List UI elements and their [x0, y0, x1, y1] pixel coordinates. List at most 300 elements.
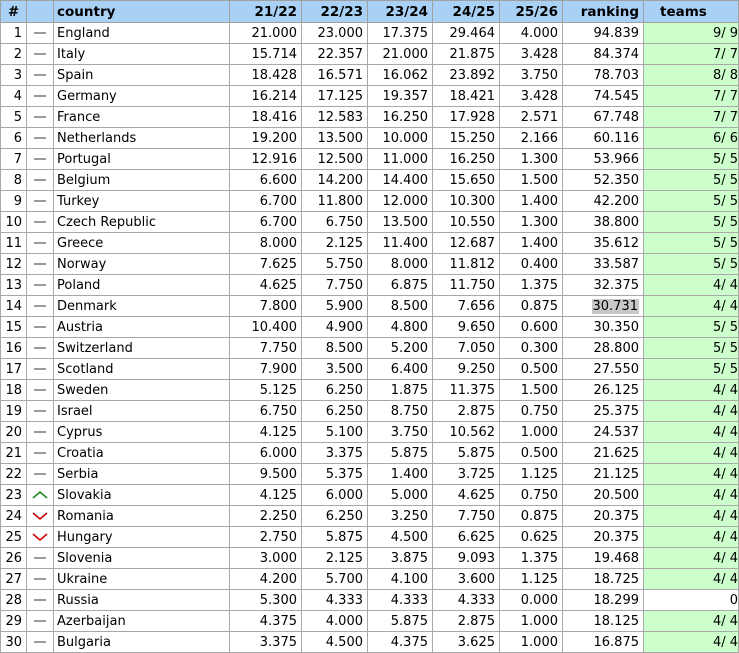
score-22-23: 5.700: [302, 569, 368, 590]
dash-icon: [32, 259, 48, 269]
teams-count: [644, 191, 739, 212]
teams-label: 5/ 5: [712, 319, 738, 335]
dash-icon: [32, 637, 48, 647]
score-23-24: 5.000: [368, 485, 433, 506]
score-25-26: 1.400: [500, 233, 563, 254]
score-21-22: 4.375: [230, 611, 302, 632]
score-21-22: 16.214: [230, 86, 302, 107]
teams-count: [644, 380, 739, 401]
row-index: 20: [1, 422, 27, 443]
score-23-24: 1.400: [368, 464, 433, 485]
teams-count: [644, 317, 739, 338]
teams-label: 4/ 4: [712, 298, 738, 314]
score-22-23: 3.500: [302, 359, 368, 380]
teams-label: 4/ 4: [712, 508, 738, 524]
score-24-25: 3.725: [433, 464, 500, 485]
score-23-24: 12.000: [368, 191, 433, 212]
score-21-22: 3.375: [230, 632, 302, 653]
table-row[interactable]: [1, 527, 739, 548]
score-25-26: 2.571: [500, 107, 563, 128]
score-25-26: 1.000: [500, 611, 563, 632]
teams-label: 7/ 7: [712, 109, 738, 125]
score-25-26: 0.750: [500, 485, 563, 506]
score-25-26: 1.000: [500, 632, 563, 653]
teams-label: 8/ 8: [712, 67, 738, 83]
country-name: Germany: [54, 86, 230, 107]
chevron-up-icon: [32, 490, 48, 500]
ranking-value: 42.200: [563, 191, 644, 212]
score-24-25: 9.093: [433, 548, 500, 569]
ranking-value: 24.537: [563, 422, 644, 443]
teams-label: 5/ 5: [712, 151, 738, 167]
row-index: 25: [1, 527, 27, 548]
teams-count: [644, 632, 739, 653]
header-season-24-25[interactable]: 24/25: [433, 1, 500, 23]
trend-indicator: [27, 443, 54, 464]
trend-indicator: [27, 170, 54, 191]
score-22-23: 2.125: [302, 548, 368, 569]
trend-indicator: [27, 44, 54, 65]
teams-label: 5/ 5: [712, 193, 738, 209]
score-25-26: 0.750: [500, 401, 563, 422]
score-21-22: 3.000: [230, 548, 302, 569]
table-row[interactable]: [1, 149, 739, 170]
teams-label: 5/ 5: [712, 361, 738, 377]
score-22-23: 5.375: [302, 464, 368, 485]
highlighted-value: 30.731: [592, 298, 638, 314]
teams-count: [644, 611, 739, 632]
country-name: Israel: [54, 401, 230, 422]
trend-indicator: [27, 422, 54, 443]
ranking-value: 16.875: [563, 632, 644, 653]
trend-indicator: [27, 359, 54, 380]
trend-indicator: [27, 485, 54, 506]
score-21-22: 6.000: [230, 443, 302, 464]
score-24-25: 9.250: [433, 359, 500, 380]
score-23-24: 8.500: [368, 296, 433, 317]
teams-count: [644, 65, 739, 86]
trend-indicator: [27, 569, 54, 590]
score-22-23: 6.750: [302, 212, 368, 233]
score-23-24: 3.875: [368, 548, 433, 569]
score-21-22: 7.900: [230, 359, 302, 380]
score-23-24: 14.400: [368, 170, 433, 191]
row-index: 13: [1, 275, 27, 296]
score-25-26: 0.000: [500, 590, 563, 611]
teams-label: 4/ 4: [712, 466, 738, 482]
trend-indicator: [27, 275, 54, 296]
score-25-26: 0.500: [500, 359, 563, 380]
row-index: 3: [1, 65, 27, 86]
teams-label: 0: [729, 592, 738, 608]
trend-indicator: [27, 86, 54, 107]
ranking-value: 26.125: [563, 380, 644, 401]
score-25-26: 0.875: [500, 296, 563, 317]
score-22-23: 5.875: [302, 527, 368, 548]
score-23-24: 17.375: [368, 23, 433, 44]
score-25-26: 1.375: [500, 548, 563, 569]
score-23-24: 5.875: [368, 443, 433, 464]
score-22-23: 23.000: [302, 23, 368, 44]
score-21-22: 4.125: [230, 485, 302, 506]
teams-count: [644, 401, 739, 422]
score-23-24: 19.357: [368, 86, 433, 107]
dash-icon: [32, 448, 48, 458]
score-24-25: 3.600: [433, 569, 500, 590]
table-row[interactable]: [1, 443, 739, 464]
country-name: Austria: [54, 317, 230, 338]
score-25-26: 4.000: [500, 23, 563, 44]
row-index: 28: [1, 590, 27, 611]
score-23-24: 4.800: [368, 317, 433, 338]
dash-icon: [32, 217, 48, 227]
header-ranking[interactable]: ranking: [563, 1, 644, 23]
header-season-23-24[interactable]: 23/24: [368, 1, 433, 23]
score-25-26: 1.125: [500, 569, 563, 590]
score-21-22: 5.300: [230, 590, 302, 611]
score-25-26: 1.000: [500, 422, 563, 443]
table-row[interactable]: [1, 317, 739, 338]
score-25-26: 1.400: [500, 191, 563, 212]
score-21-22: 7.800: [230, 296, 302, 317]
country-name: Slovenia: [54, 548, 230, 569]
ranking-value: 35.612: [563, 233, 644, 254]
table-row[interactable]: [1, 86, 739, 107]
teams-label: 4/ 4: [712, 571, 738, 587]
score-22-23: 6.250: [302, 380, 368, 401]
row-index: 2: [1, 44, 27, 65]
row-index: 26: [1, 548, 27, 569]
score-23-24: 21.000: [368, 44, 433, 65]
score-24-25: 4.333: [433, 590, 500, 611]
score-21-22: 2.750: [230, 527, 302, 548]
country-name: Greece: [54, 233, 230, 254]
ranking-value: 38.800: [563, 212, 644, 233]
ranking-value: 18.299: [563, 590, 644, 611]
table-row[interactable]: [1, 632, 739, 653]
ranking-value: 20.375: [563, 506, 644, 527]
teams-label: 4/ 4: [712, 424, 738, 440]
dash-icon: [32, 427, 48, 437]
country-name: Spain: [54, 65, 230, 86]
ranking-value: 28.800: [563, 338, 644, 359]
country-name: England: [54, 23, 230, 44]
teams-label: 4/ 4: [712, 445, 738, 461]
teams-count: [644, 527, 739, 548]
trend-indicator: [27, 191, 54, 212]
score-21-22: 10.400: [230, 317, 302, 338]
ranking-value: 27.550: [563, 359, 644, 380]
score-22-23: 6.000: [302, 485, 368, 506]
teams-label: 6/ 6: [712, 130, 738, 146]
row-index: 7: [1, 149, 27, 170]
table-row[interactable]: [1, 275, 739, 296]
table-row[interactable]: [1, 254, 739, 275]
score-24-25: 12.687: [433, 233, 500, 254]
dash-icon: [32, 175, 48, 185]
score-23-24: 3.250: [368, 506, 433, 527]
score-22-23: 4.333: [302, 590, 368, 611]
dash-icon: [32, 322, 48, 332]
score-24-25: 3.625: [433, 632, 500, 653]
table-row[interactable]: [1, 422, 739, 443]
score-24-25: 7.050: [433, 338, 500, 359]
score-21-22: 5.125: [230, 380, 302, 401]
score-25-26: 3.428: [500, 86, 563, 107]
table-row[interactable]: [1, 485, 739, 506]
score-23-24: 4.100: [368, 569, 433, 590]
score-24-25: 4.625: [433, 485, 500, 506]
teams-label: 4/ 4: [712, 277, 738, 293]
row-index: 19: [1, 401, 27, 422]
ranking-value: 32.375: [563, 275, 644, 296]
header-season-22-23[interactable]: 22/23: [302, 1, 368, 23]
dash-icon: [32, 91, 48, 101]
teams-label: 5/ 5: [712, 256, 738, 272]
country-name: Slovakia: [54, 485, 230, 506]
score-23-24: 16.250: [368, 107, 433, 128]
trend-indicator: [27, 23, 54, 44]
table-row[interactable]: [1, 233, 739, 254]
score-22-23: 11.800: [302, 191, 368, 212]
row-index: 12: [1, 254, 27, 275]
dash-icon: [32, 574, 48, 584]
table-row[interactable]: [1, 296, 739, 317]
table-row[interactable]: [1, 107, 739, 128]
table-row[interactable]: [1, 212, 739, 233]
row-index: 16: [1, 338, 27, 359]
score-25-26: 3.750: [500, 65, 563, 86]
score-21-22: 2.250: [230, 506, 302, 527]
teams-label: 9/ 9: [712, 25, 738, 41]
country-name: Scotland: [54, 359, 230, 380]
ranking-value: 67.748: [563, 107, 644, 128]
chevron-down-icon: [32, 511, 48, 521]
ranking-value: 74.545: [563, 86, 644, 107]
table-row[interactable]: [1, 338, 739, 359]
dash-icon: [32, 154, 48, 164]
teams-label: 4/ 4: [712, 403, 738, 419]
header-country[interactable]: country: [54, 1, 230, 23]
score-24-25: 2.875: [433, 611, 500, 632]
trend-indicator: [27, 149, 54, 170]
score-21-22: 6.700: [230, 191, 302, 212]
score-21-22: 7.750: [230, 338, 302, 359]
trend-indicator: [27, 380, 54, 401]
teams-count: [644, 338, 739, 359]
score-25-26: 0.400: [500, 254, 563, 275]
table-row[interactable]: [1, 359, 739, 380]
country-name: Belgium: [54, 170, 230, 191]
score-24-25: 15.650: [433, 170, 500, 191]
score-25-26: 1.500: [500, 380, 563, 401]
trend-indicator: [27, 401, 54, 422]
ranking-value: 84.374: [563, 44, 644, 65]
row-index: 1: [1, 23, 27, 44]
score-24-25: 10.300: [433, 191, 500, 212]
dash-icon: [32, 595, 48, 605]
table-row[interactable]: [1, 380, 739, 401]
dash-icon: [32, 406, 48, 416]
country-name: Azerbaijan: [54, 611, 230, 632]
score-24-25: 6.625: [433, 527, 500, 548]
score-23-24: 8.000: [368, 254, 433, 275]
teams-count: [644, 464, 739, 485]
score-22-23: 5.100: [302, 422, 368, 443]
score-22-23: 16.571: [302, 65, 368, 86]
country-name: Bulgaria: [54, 632, 230, 653]
country-name: Netherlands: [54, 128, 230, 149]
score-23-24: 4.375: [368, 632, 433, 653]
dash-icon: [32, 364, 48, 374]
score-24-25: 5.875: [433, 443, 500, 464]
chevron-down-icon: [32, 532, 48, 542]
dash-icon: [32, 196, 48, 206]
score-23-24: 4.500: [368, 527, 433, 548]
header-teams[interactable]: teams: [644, 1, 739, 23]
score-25-26: 3.428: [500, 44, 563, 65]
row-index: 17: [1, 359, 27, 380]
country-name: Ukraine: [54, 569, 230, 590]
trend-indicator: [27, 296, 54, 317]
teams-count: [644, 485, 739, 506]
score-25-26: 0.300: [500, 338, 563, 359]
ranking-value: 19.468: [563, 548, 644, 569]
dash-icon: [32, 70, 48, 80]
table-row[interactable]: [1, 23, 739, 44]
score-25-26: 0.625: [500, 527, 563, 548]
score-24-25: 11.375: [433, 380, 500, 401]
score-24-25: 7.750: [433, 506, 500, 527]
score-21-22: 19.200: [230, 128, 302, 149]
score-21-22: 15.714: [230, 44, 302, 65]
table-row[interactable]: [1, 401, 739, 422]
country-name: Cyprus: [54, 422, 230, 443]
score-21-22: 9.500: [230, 464, 302, 485]
ranking-value: 18.725: [563, 569, 644, 590]
score-21-22: 7.625: [230, 254, 302, 275]
score-25-26: 1.125: [500, 464, 563, 485]
table-row[interactable]: [1, 548, 739, 569]
table-row[interactable]: [1, 65, 739, 86]
score-25-26: 2.166: [500, 128, 563, 149]
teams-count: [644, 86, 739, 107]
ranking-value: 20.375: [563, 527, 644, 548]
score-23-24: 8.750: [368, 401, 433, 422]
score-22-23: 4.000: [302, 611, 368, 632]
table-row[interactable]: [1, 128, 739, 149]
score-24-25: 17.928: [433, 107, 500, 128]
trend-indicator: [27, 233, 54, 254]
trend-indicator: [27, 65, 54, 86]
score-23-24: 6.400: [368, 359, 433, 380]
score-22-23: 7.750: [302, 275, 368, 296]
table-row[interactable]: [1, 170, 739, 191]
teams-label: 4/ 4: [712, 550, 738, 566]
score-22-23: 13.500: [302, 128, 368, 149]
teams-label: 4/ 4: [712, 634, 738, 650]
score-23-24: 16.062: [368, 65, 433, 86]
teams-count: [644, 254, 739, 275]
score-25-26: 1.375: [500, 275, 563, 296]
header-row: [1, 1, 739, 23]
teams-label: 4/ 4: [712, 487, 738, 503]
table-row[interactable]: [1, 569, 739, 590]
trend-indicator: [27, 548, 54, 569]
score-24-25: 11.750: [433, 275, 500, 296]
table-row[interactable]: [1, 611, 739, 632]
table-row[interactable]: [1, 506, 739, 527]
dash-icon: [32, 553, 48, 563]
country-name: Romania: [54, 506, 230, 527]
score-24-25: 29.464: [433, 23, 500, 44]
ranking-value: 94.839: [563, 23, 644, 44]
dash-icon: [32, 301, 48, 311]
trend-indicator: [27, 506, 54, 527]
teams-count: [644, 233, 739, 254]
header-season-21-22[interactable]: 21/22: [230, 1, 302, 23]
score-22-23: 6.250: [302, 506, 368, 527]
teams-count: [644, 296, 739, 317]
teams-count: [644, 590, 739, 611]
score-25-26: 1.300: [500, 212, 563, 233]
score-23-24: 5.875: [368, 611, 433, 632]
header-index[interactable]: #: [1, 1, 27, 23]
teams-label: 5/ 5: [712, 214, 738, 230]
teams-label: 7/ 7: [712, 46, 738, 62]
teams-label: 4/ 4: [712, 613, 738, 629]
teams-count: [644, 275, 739, 296]
score-22-23: 22.357: [302, 44, 368, 65]
ranking-value: 33.587: [563, 254, 644, 275]
header-season-25-26[interactable]: 25/26: [500, 1, 563, 23]
teams-count: [644, 212, 739, 233]
table-row[interactable]: [1, 590, 739, 611]
header-trend[interactable]: [27, 1, 54, 23]
teams-label: 5/ 5: [712, 340, 738, 356]
teams-count: [644, 23, 739, 44]
table-row[interactable]: [1, 44, 739, 65]
teams-label: 5/ 5: [712, 172, 738, 188]
score-21-22: 18.428: [230, 65, 302, 86]
score-22-23: 8.500: [302, 338, 368, 359]
score-21-22: 18.416: [230, 107, 302, 128]
score-25-26: 0.500: [500, 443, 563, 464]
score-25-26: 1.300: [500, 149, 563, 170]
dash-icon: [32, 112, 48, 122]
country-name: Denmark: [54, 296, 230, 317]
score-22-23: 4.500: [302, 632, 368, 653]
table-row[interactable]: [1, 191, 739, 212]
row-index: 5: [1, 107, 27, 128]
table-row[interactable]: [1, 464, 739, 485]
row-index: 24: [1, 506, 27, 527]
score-22-23: 4.900: [302, 317, 368, 338]
row-index: 21: [1, 443, 27, 464]
score-22-23: 6.250: [302, 401, 368, 422]
row-index: 27: [1, 569, 27, 590]
score-23-24: 11.000: [368, 149, 433, 170]
score-21-22: 4.200: [230, 569, 302, 590]
score-24-25: 23.892: [433, 65, 500, 86]
score-21-22: 6.700: [230, 212, 302, 233]
row-index: 9: [1, 191, 27, 212]
teams-count: [644, 149, 739, 170]
score-22-23: 14.200: [302, 170, 368, 191]
teams-label: 7/ 7: [712, 88, 738, 104]
score-25-26: 0.600: [500, 317, 563, 338]
trend-indicator: [27, 317, 54, 338]
